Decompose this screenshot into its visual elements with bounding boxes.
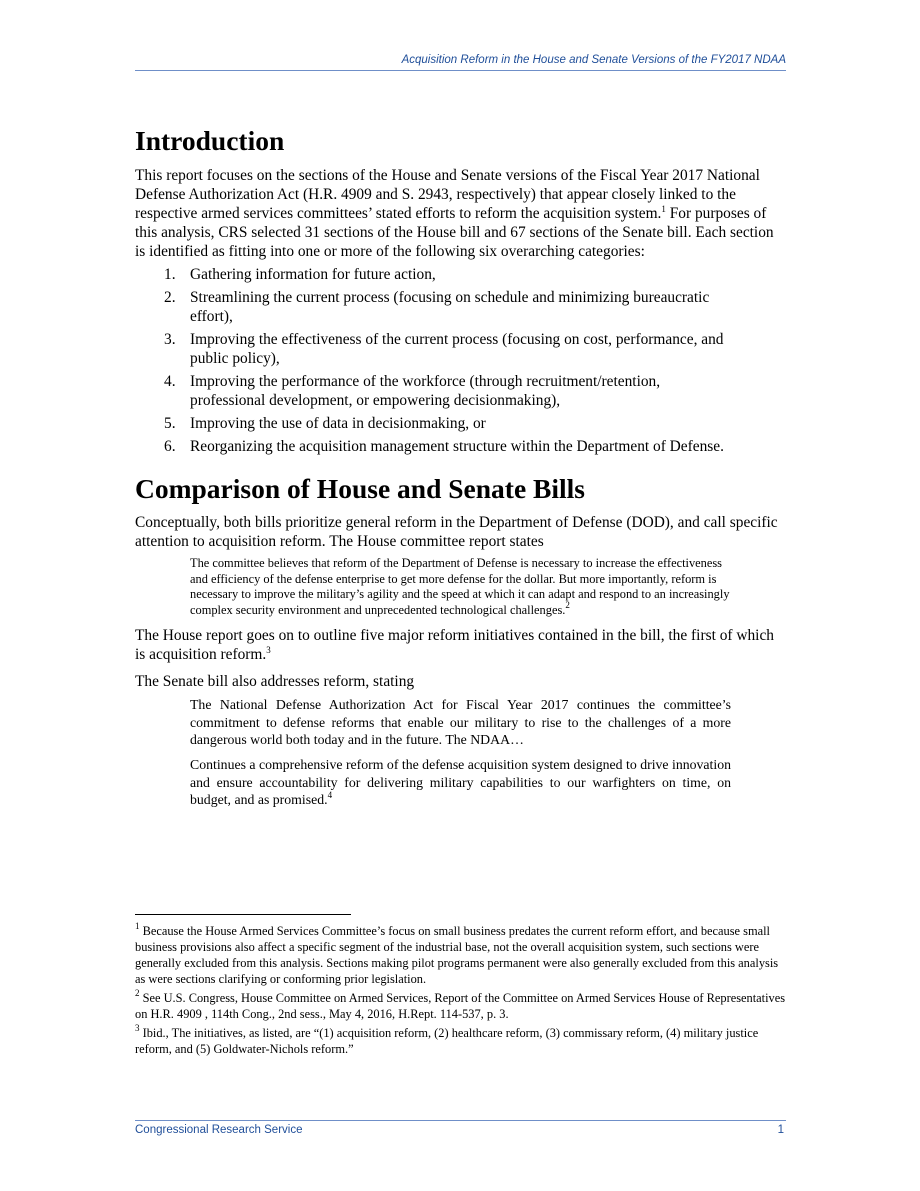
footnote-ref-4[interactable]: 4 [327, 789, 333, 800]
list-item [135, 437, 730, 456]
footnote-text: Because the House Armed Services Committee’s focus on small business predates the current reform effort, and because small business provisions also affect a specific segment of the industrial base, not the overall acquisition system, such sections were generally excluded from this analysis. Sections making pilot programs permanent were also generally excluded from this analysis as were sections clarifying or conforming prior legislation. [135, 924, 779, 986]
comparison-paragraph-1: Conceptually, both bills prioritize general reform in the Department of Defense (DOD), and call specific attention to acquisition reform. The House committee report states [135, 514, 778, 550]
footnote-text: See U.S. Congress, House Committee on Armed Services, Report of the Committee on Armed Services House of Representatives on H.R. 4909 , 114th Cong., 2nd sess., May 4, 2016, H.Rept. 114-537, p. 3. [135, 991, 786, 1021]
list-number: 2. [164, 289, 176, 306]
intro-text-b: For purposes of this analysis, CRS selected 31 sections of the House bill and 67 sections of the Senate bill. Each section is identified as fitting into one or more of the following six overarching categories: [135, 205, 774, 260]
senate-quote-b-text: Continues a comprehensive reform of the defense acquisition system designed to drive innovation and ensure accountability for delivering military capabilities to our warfighters on time, on budget, and as promised. [190, 757, 732, 807]
heading-introduction: Introduction [135, 125, 285, 156]
footnotes [135, 923, 786, 1060]
list-number: 4. [164, 373, 176, 390]
list-text: Gathering information for future action, [190, 266, 436, 283]
footnote-text: Ibid., The initiatives, as listed, are “(1) acquisition reform, (2) healthcare reform, (3) commissary reform, (4) military justice reform, and (5) Goldwater-Nichols reform.” [135, 1026, 759, 1056]
list-item [135, 414, 730, 433]
comparison-paragraph-2 [135, 626, 786, 664]
list-text: Improving the performance of the workforce (through recruitment/retention, professional development, or empowering decisionmaking), [190, 373, 661, 409]
footnote [135, 923, 786, 987]
comparison-paragraph-3: The Senate bill also addresses reform, stating [135, 673, 415, 691]
list-text: Streamlining the current process (focusing on schedule and minimizing bureaucratic effort), [190, 289, 710, 325]
house-quote-text: The committee believes that reform of the Department of Defense is necessary to increase the effectiveness and efficiency of the defense enterprise to get more defense for the dollar. But more importantly, reform is necessary to improve the military’s agility and the speed at which it can adapt and respond to an increasingly complex security environment and unprecedented technological challenges. [190, 556, 730, 617]
footnote [135, 1025, 786, 1057]
footnote-ref-3[interactable]: 3 [266, 645, 271, 656]
list-item [135, 372, 730, 410]
list-number: 6. [164, 438, 176, 455]
category-list [135, 265, 786, 456]
senate-quote-a: The National Defense Authorization Act for Fiscal Year 2017 continues the committee’s commitment to defense reforms that enable our military to rise to the challenges of a more dangerous world both today and in the future. The NDAA… [190, 697, 731, 747]
running-header: Acquisition Reform in the House and Senate Versions of the FY2017 NDAA [401, 54, 786, 66]
senate-quote-b [190, 756, 731, 808]
comparison-paragraph-2-text: The House report goes on to outline five major reform initiatives contained in the bill, the first of which is acquisition reform. [135, 627, 774, 664]
intro-text-a: This report focuses on the sections of the House and Senate versions of the Fiscal Year 2017 National Defense Authorization Act (H.R. 4909 and S. 2943, respectively) that appear closely linked to the respective armed services committees’ stated efforts to reform the acquisition system. [135, 167, 760, 222]
list-item [135, 330, 730, 368]
header-rule [135, 70, 786, 71]
footnote-rule [135, 914, 351, 915]
list-text: Improving the effectiveness of the current process (focusing on cost, performance, and public policy), [190, 331, 724, 367]
list-item [135, 288, 730, 326]
list-text: Improving the use of data in decisionmaking, or [190, 415, 486, 432]
footer-publisher: Congressional Research Service [135, 1124, 303, 1136]
list-item [135, 265, 730, 284]
list-number: 3. [164, 331, 176, 348]
intro-paragraph [135, 166, 786, 261]
footnote-ref-1[interactable]: 1 [661, 204, 666, 214]
page-number: 1 [777, 1124, 784, 1136]
list-number: 5. [164, 415, 176, 432]
heading-comparison: Comparison of House and Senate Bills [135, 473, 585, 504]
list-number: 1. [164, 266, 176, 283]
house-quote [190, 556, 735, 618]
footnote-ref-2[interactable]: 2 [565, 599, 570, 610]
footer-rule [135, 1120, 786, 1121]
footnote [135, 990, 786, 1022]
list-text: Reorganizing the acquisition management structure within the Department of Defense. [190, 438, 724, 455]
footnote-number: 1 [135, 921, 140, 931]
footnote-number: 3 [135, 1023, 140, 1033]
footnote-number: 2 [135, 988, 140, 998]
page-content [135, 124, 786, 808]
